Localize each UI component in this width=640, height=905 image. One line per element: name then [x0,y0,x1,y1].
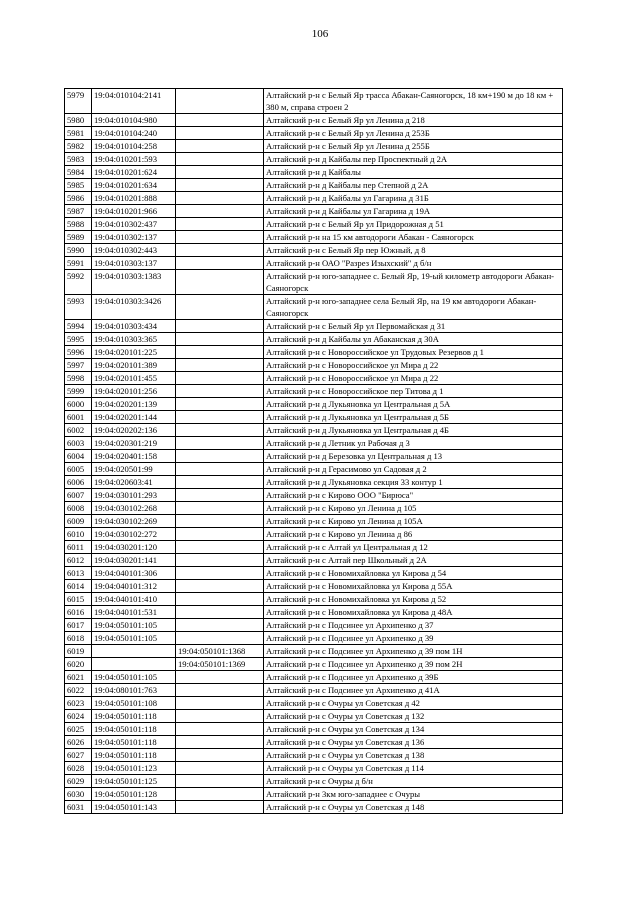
address-cell: Алтайский р-н с Подсинее ул Архипенко д 39 пом 2Н [264,658,563,671]
address-cell: Алтайский р-н с Новороссийское пер Титова д 1 [264,385,563,398]
row-number-cell: 6012 [65,554,92,567]
page-number: 106 [311,28,329,40]
row-number-cell: 6030 [65,788,92,801]
table-row [65,762,563,775]
address-cell: Алтайский р-н с Подсинее ул Архипенко д 39 пом 1Н [264,645,563,658]
cadastral-table [64,88,563,814]
address-cell: Алтайский р-н с Новороссийское ул Трудовых Резервов д 1 [264,346,563,359]
cadastral-number-alt-cell [176,502,264,515]
address-cell: Алтайский р-н с Новомихайловка ул Кирова д 52 [264,593,563,606]
row-number-cell: 5999 [65,385,92,398]
address-cell: Алтайский р-н ОАО "Разрез Изыхский" д б/н [264,257,563,270]
cadastral-number-alt-cell [176,231,264,244]
address-cell: Алтайский р-н с Белый Яр пер Южный, д 8 [264,244,563,257]
cadastral-number-cell: 19:04:030102:268 [92,502,176,515]
row-number-cell: 6028 [65,762,92,775]
cadastral-number-alt-cell [176,541,264,554]
cadastral-number-alt-cell [176,437,264,450]
cadastral-number-cell: 19:04:080101:763 [92,684,176,697]
address-cell: Алтайский р-н д Лукьяновка секция 33 контур 1 [264,476,563,489]
table-row [65,359,563,372]
cadastral-number-cell: 19:04:050101:108 [92,697,176,710]
table-row [65,619,563,632]
cadastral-number-alt-cell [176,140,264,153]
cadastral-number-cell: 19:04:020401:158 [92,450,176,463]
row-number-cell: 6022 [65,684,92,697]
table-row [65,140,563,153]
cadastral-number-cell: 19:04:050101:128 [92,788,176,801]
address-cell: Алтайский р-н с Новороссийское ул Мира д 22 [264,359,563,372]
table-row [65,320,563,333]
cadastral-number-alt-cell [176,89,264,114]
cadastral-number-cell: 19:04:010302:137 [92,231,176,244]
address-cell: Алтайский р-н д Лукьяновка ул Центральная д 4Б [264,424,563,437]
row-number-cell: 5984 [65,166,92,179]
cadastral-number-cell: 19:04:010303:365 [92,333,176,346]
table-row [65,179,563,192]
row-number-cell: 6029 [65,775,92,788]
cadastral-number-alt-cell [176,697,264,710]
address-cell: Алтайский р-н с Очуры д б/н [264,775,563,788]
address-cell: Алтайский р-н с Алтай ул Центральная д 12 [264,541,563,554]
table-row [65,398,563,411]
cadastral-number-cell: 19:04:010201:593 [92,153,176,166]
cadastral-number-cell: 19:04:020201:144 [92,411,176,424]
row-number-cell: 5979 [65,89,92,114]
table-row [65,411,563,424]
cadastral-number-cell: 19:04:020603:41 [92,476,176,489]
cadastral-number-cell: 19:04:010303:434 [92,320,176,333]
cadastral-number-cell: 19:04:010303:3426 [92,295,176,320]
table-row [65,114,563,127]
table-body [65,89,563,814]
cadastral-number-alt-cell [176,775,264,788]
address-cell: Алтайский р-н д Кайбалы [264,166,563,179]
cadastral-number-cell [92,645,176,658]
cadastral-number-alt-cell [176,385,264,398]
cadastral-number-cell: 19:04:050101:118 [92,749,176,762]
table-row [65,567,563,580]
row-number-cell: 6027 [65,749,92,762]
row-number-cell: 6005 [65,463,92,476]
table-row [65,489,563,502]
cadastral-number-alt-cell [176,346,264,359]
row-number-cell: 6025 [65,723,92,736]
row-number-cell: 6003 [65,437,92,450]
row-number-cell: 6008 [65,502,92,515]
address-cell: Алтайский р-н с Алтай пер Школьный д 2А [264,554,563,567]
row-number-cell: 6023 [65,697,92,710]
cadastral-number-alt-cell: 19:04:050101:1368 [176,645,264,658]
address-cell: Алтайский р-н с Белый Яр ул Ленина д 218 [264,114,563,127]
address-cell: Алтайский р-н с Белый Яр ул Придорожная д 51 [264,218,563,231]
cadastral-number-alt-cell [176,489,264,502]
cadastral-number-alt-cell [176,463,264,476]
row-number-cell: 6002 [65,424,92,437]
cadastral-number-alt-cell [176,476,264,489]
row-number-cell: 5981 [65,127,92,140]
table-row [65,476,563,489]
address-cell: Алтайский р-н с Очуры ул Советская д 42 [264,697,563,710]
cadastral-number-cell: 19:04:010104:240 [92,127,176,140]
cadastral-number-cell: 19:04:030201:120 [92,541,176,554]
cadastral-number-alt-cell [176,359,264,372]
address-cell: Алтайский р-н с Белый Яр трасса Абакан-Саяногорск, 18 км+190 м до 18 км + 380 м, справа строен 2 [264,89,563,114]
cadastral-number-alt-cell [176,411,264,424]
address-cell: Алтайский р-н д Кайбалы ул Гагарина д 31Б [264,192,563,205]
cadastral-number-alt-cell: 19:04:050101:1369 [176,658,264,671]
row-number-cell: 6014 [65,580,92,593]
cadastral-number-cell: 19:04:040101:306 [92,567,176,580]
row-number-cell: 6031 [65,801,92,814]
address-cell: Алтайский р-н д Кайбалы ул Абаканская д 30А [264,333,563,346]
table-row [65,192,563,205]
address-cell: Алтайский р-н с Подсинее ул Архипенко д 37 [264,619,563,632]
table-row [65,775,563,788]
cadastral-number-alt-cell [176,710,264,723]
cadastral-number-cell: 19:04:050101:118 [92,736,176,749]
table-row [65,153,563,166]
row-number-cell: 5995 [65,333,92,346]
cadastral-number-cell: 19:04:050101:105 [92,619,176,632]
address-cell: Алтайский р-н с Подсинее ул Архипенко д 41А [264,684,563,697]
row-number-cell: 5982 [65,140,92,153]
row-number-cell: 6001 [65,411,92,424]
cadastral-number-alt-cell [176,114,264,127]
cadastral-number-cell: 19:04:040101:312 [92,580,176,593]
cadastral-number-alt-cell [176,424,264,437]
address-cell: Алтайский р-н с Подсинее ул Архипенко д 39 [264,632,563,645]
cadastral-number-cell: 19:04:050101:105 [92,671,176,684]
cadastral-number-alt-cell [176,295,264,320]
row-number-cell: 6016 [65,606,92,619]
table-row [65,723,563,736]
table-row [65,463,563,476]
row-number-cell: 5990 [65,244,92,257]
address-cell: Алтайский р-н с Очуры ул Советская д 148 [264,801,563,814]
row-number-cell: 6011 [65,541,92,554]
address-cell: Алтайский р-н д Герасимово ул Садовая д 2 [264,463,563,476]
table-row [65,270,563,295]
cadastral-number-cell: 19:04:020501:99 [92,463,176,476]
cadastral-number-alt-cell [176,179,264,192]
address-cell: Алтайский р-н с Очуры ул Советская д 132 [264,710,563,723]
address-cell: Алтайский р-н с Очуры ул Советская д 138 [264,749,563,762]
cadastral-number-alt-cell [176,606,264,619]
cadastral-number-alt-cell [176,788,264,801]
table-row [65,166,563,179]
cadastral-number-cell: 19:04:050101:143 [92,801,176,814]
row-number-cell: 5996 [65,346,92,359]
table-row [65,658,563,671]
cadastral-number-alt-cell [176,684,264,697]
address-cell: Алтайский р-н д Лукьяновка ул Центральная д 5А [264,398,563,411]
address-cell: Алтайский р-н д Лукьяновка ул Центральная д 5Б [264,411,563,424]
table-row [65,346,563,359]
cadastral-number-cell: 19:04:010104:980 [92,114,176,127]
cadastral-number-cell: 19:04:050101:118 [92,723,176,736]
cadastral-number-cell: 19:04:030201:141 [92,554,176,567]
cadastral-number-cell: 19:04:010302:443 [92,244,176,257]
table-row [65,244,563,257]
address-cell: Алтайский р-н с Кирово ул Ленина д 105А [264,515,563,528]
cadastral-number-alt-cell [176,398,264,411]
address-cell: Алтайский р-н на 15 км автодороги Абакан - Саяногорск [264,231,563,244]
row-number-cell: 6006 [65,476,92,489]
table-row [65,749,563,762]
cadastral-number-cell: 19:04:010303:137 [92,257,176,270]
row-number-cell: 6000 [65,398,92,411]
address-cell: Алтайский р-н д Березовка ул Центральная д 13 [264,450,563,463]
cadastral-number-cell: 19:04:010201:634 [92,179,176,192]
cadastral-number-alt-cell [176,270,264,295]
table-row [65,710,563,723]
cadastral-number-alt-cell [176,166,264,179]
address-cell: Алтайский р-н с Новомихайловка ул Кирова д 55А [264,580,563,593]
cadastral-number-cell: 19:04:010201:888 [92,192,176,205]
cadastral-number-cell: 19:04:050101:123 [92,762,176,775]
cadastral-number-cell: 19:04:020101:389 [92,359,176,372]
table-row [65,385,563,398]
address-cell: Алтайский р-н с Подсинее ул Архипенко д 39Б [264,671,563,684]
cadastral-number-alt-cell [176,723,264,736]
cadastral-number-cell: 19:04:020202:136 [92,424,176,437]
table-row [65,645,563,658]
address-cell: Алтайский р-н д Кайбалы пер Проспектный д 2А [264,153,563,166]
cadastral-number-alt-cell [176,619,264,632]
table-row [65,231,563,244]
address-cell: Алтайский р-н с Кирово ООО "Бирюса" [264,489,563,502]
address-cell: Алтайский р-н с Новомихайловка ул Кирова д 48А [264,606,563,619]
table-row [65,515,563,528]
address-cell: Алтайский р-н с Белый Яр ул Ленина д 253Б [264,127,563,140]
address-cell: Алтайский р-н юго-западнее с. Белый Яр, 19-ый километр автодороги Абакан-Саяногорск [264,270,563,295]
cadastral-number-cell: 19:04:010104:2141 [92,89,176,114]
cadastral-number-alt-cell [176,736,264,749]
table-row [65,736,563,749]
cadastral-number-cell: 19:04:010201:966 [92,205,176,218]
cadastral-number-alt-cell [176,567,264,580]
row-number-cell: 6020 [65,658,92,671]
table-row [65,437,563,450]
row-number-cell: 6004 [65,450,92,463]
table-row [65,541,563,554]
cadastral-number-cell: 19:04:030102:269 [92,515,176,528]
cadastral-number-cell: 19:04:050101:125 [92,775,176,788]
address-cell: Алтайский р-н с Белый Яр ул Первомайская д 31 [264,320,563,333]
cadastral-number-cell: 19:04:020201:139 [92,398,176,411]
table-row [65,593,563,606]
address-cell: Алтайский р-н д Кайбалы ул Гагарина д 19А [264,205,563,218]
table-row [65,502,563,515]
cadastral-number-cell: 19:04:030102:272 [92,528,176,541]
row-number-cell: 6021 [65,671,92,684]
table-row [65,424,563,437]
row-number-cell: 6026 [65,736,92,749]
table-row [65,697,563,710]
table-row [65,450,563,463]
cadastral-number-alt-cell [176,127,264,140]
cadastral-number-alt-cell [176,528,264,541]
row-number-cell: 5986 [65,192,92,205]
cadastral-number-cell: 19:04:010201:624 [92,166,176,179]
cadastral-number-alt-cell [176,632,264,645]
row-number-cell: 5991 [65,257,92,270]
table-row [65,554,563,567]
cadastral-number-alt-cell [176,244,264,257]
cadastral-number-cell: 19:04:020101:256 [92,385,176,398]
table-row [65,606,563,619]
row-number-cell: 5983 [65,153,92,166]
cadastral-number-alt-cell [176,192,264,205]
table-row [65,372,563,385]
cadastral-number-cell [92,658,176,671]
row-number-cell: 5998 [65,372,92,385]
cadastral-number-alt-cell [176,257,264,270]
address-cell: Алтайский р-н с Новомихайловка ул Кирова д 54 [264,567,563,580]
address-cell: Алтайский р-н 3км юго-западнее с Очуры [264,788,563,801]
table-row [65,333,563,346]
cadastral-number-cell: 19:04:010303:1383 [92,270,176,295]
cadastral-number-alt-cell [176,515,264,528]
row-number-cell: 6013 [65,567,92,580]
address-cell: Алтайский р-н с Очуры ул Советская д 134 [264,723,563,736]
cadastral-number-alt-cell [176,801,264,814]
table-row [65,257,563,270]
row-number-cell: 5980 [65,114,92,127]
cadastral-number-cell: 19:04:030101:293 [92,489,176,502]
cadastral-number-alt-cell [176,320,264,333]
row-number-cell: 6018 [65,632,92,645]
row-number-cell: 5992 [65,270,92,295]
row-number-cell: 5989 [65,231,92,244]
row-number-cell: 6010 [65,528,92,541]
cadastral-number-alt-cell [176,749,264,762]
cadastral-number-cell: 19:04:040101:410 [92,593,176,606]
table-row [65,632,563,645]
table-row [65,684,563,697]
row-number-cell: 5994 [65,320,92,333]
table-row [65,218,563,231]
cadastral-number-cell: 19:04:020101:455 [92,372,176,385]
cadastral-number-alt-cell [176,450,264,463]
row-number-cell: 6024 [65,710,92,723]
address-cell: Алтайский р-н юго-западнее села Белый Яр, на 19 км автодороги Абакан-Саяногорск [264,295,563,320]
row-number-cell: 5987 [65,205,92,218]
cadastral-number-cell: 19:04:050101:105 [92,632,176,645]
cadastral-number-alt-cell [176,554,264,567]
table-row [65,295,563,320]
row-number-cell: 5993 [65,295,92,320]
address-cell: Алтайский р-н с Кирово ул Ленина д 86 [264,528,563,541]
cadastral-number-alt-cell [176,593,264,606]
address-cell: Алтайский р-н д Летник ул Рабочая д 3 [264,437,563,450]
cadastral-number-alt-cell [176,333,264,346]
cadastral-number-cell: 19:04:040101:531 [92,606,176,619]
table-row [65,528,563,541]
table-row [65,801,563,814]
address-cell: Алтайский р-н с Очуры ул Советская д 136 [264,736,563,749]
cadastral-number-alt-cell [176,762,264,775]
row-number-cell: 5985 [65,179,92,192]
row-number-cell: 6009 [65,515,92,528]
cadastral-number-cell: 19:04:020301:219 [92,437,176,450]
address-cell: Алтайский р-н с Белый Яр ул Ленина д 255Б [264,140,563,153]
cadastral-number-alt-cell [176,205,264,218]
table-row [65,671,563,684]
address-cell: Алтайский р-н с Очуры ул Советская д 114 [264,762,563,775]
table-row [65,788,563,801]
cadastral-number-cell: 19:04:010302:437 [92,218,176,231]
row-number-cell: 5988 [65,218,92,231]
row-number-cell: 6007 [65,489,92,502]
cadastral-number-cell: 19:04:020101:225 [92,346,176,359]
row-number-cell: 6015 [65,593,92,606]
cadastral-number-alt-cell [176,372,264,385]
table-row [65,205,563,218]
table-row [65,580,563,593]
cadastral-number-alt-cell [176,580,264,593]
row-number-cell: 6017 [65,619,92,632]
address-cell: Алтайский р-н с Новороссийское ул Мира д 22 [264,372,563,385]
cadastral-number-alt-cell [176,671,264,684]
table-row [65,89,563,114]
cadastral-number-cell: 19:04:050101:118 [92,710,176,723]
address-cell: Алтайский р-н с Кирово ул Ленина д 105 [264,502,563,515]
cadastral-number-alt-cell [176,218,264,231]
cadastral-number-alt-cell [176,153,264,166]
address-cell: Алтайский р-н д Кайбалы пер Степной д 2А [264,179,563,192]
cadastral-number-cell: 19:04:010104:258 [92,140,176,153]
row-number-cell: 6019 [65,645,92,658]
row-number-cell: 5997 [65,359,92,372]
table-row [65,127,563,140]
